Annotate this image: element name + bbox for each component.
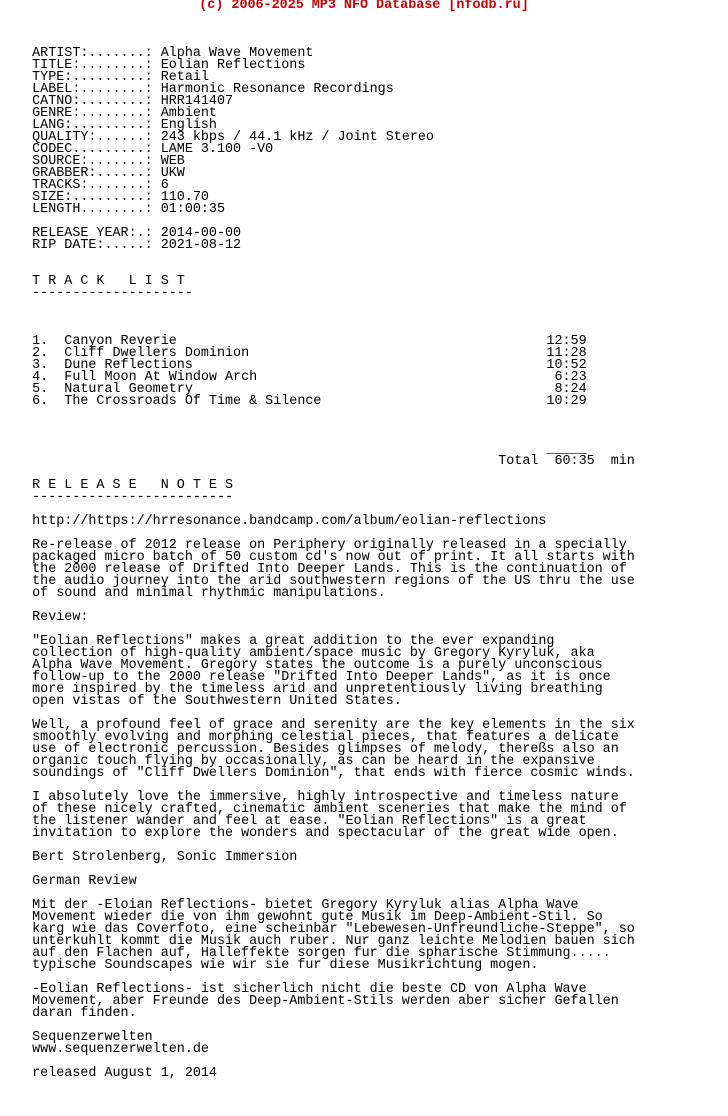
nfo-line: packaged micro batch of 50 custom cd's now out of print. It all starts with bbox=[0, 550, 635, 565]
nfo-line: open vistas of the Southwestern United States. bbox=[0, 694, 402, 709]
nfo-line: soundings of "Cliff Dwellers Dominion", that ends with fierce cosmic winds. bbox=[0, 766, 635, 781]
nfo-line: the 2000 release of Drifted Into Deeper Lands. This is the continuation of bbox=[0, 562, 627, 577]
nfo-line: 4. Full Moon At Window Arch 6:23 bbox=[0, 370, 587, 385]
nfo-line bbox=[0, 600, 728, 612]
nfo-line: of these nicely crafted, cinematic ambient sceneries that make the mind of bbox=[0, 802, 627, 817]
nfo-line: 1. Canyon Reverie 12:59 bbox=[0, 334, 587, 349]
nfo-line: Total 60:35 min bbox=[0, 454, 635, 469]
nfo-line: TRACKS:.......: 6 bbox=[0, 178, 169, 193]
nfo-line: ------------------------- bbox=[0, 490, 234, 505]
nfo-line: Re-release of 2012 release on Periphery originally released in a specially bbox=[0, 538, 627, 553]
nfo-line: Well, a profound feel of grace and serenity are the key elements in the six bbox=[0, 718, 635, 733]
nfo-line: RELEASE YEAR:.: 2014-00-00 bbox=[0, 226, 242, 241]
copyright-header: (c) 2006-2025 MP3 NFO Database [nfodb.ru] bbox=[199, 0, 529, 13]
nfo-line bbox=[0, 312, 728, 324]
nfo-line bbox=[0, 252, 728, 264]
nfo-line: SIZE:.........: 110.70 bbox=[0, 190, 209, 205]
nfo-line: R E L E A S E N O T E S bbox=[0, 478, 234, 493]
nfo-line bbox=[0, 12, 728, 24]
nfo-line: 6. The Crossroads Of Time & Silence 10:29 bbox=[0, 394, 587, 409]
nfo-line: http://https://hrresonance.bandcamp.com/album/eolian-reflections bbox=[0, 514, 547, 529]
nfo-line: CODEC.........: LAME 3.100 -V0 bbox=[0, 142, 274, 157]
nfo-line: 2. Cliff Dwellers Dominion 11:28 bbox=[0, 346, 587, 361]
nfo-line: 5. Natural Geometry 8:24 bbox=[0, 382, 587, 397]
nfo-line: collection of high-quality ambient/space music by Gregory Kyryluk, aka bbox=[0, 646, 595, 661]
nfo-line bbox=[0, 24, 728, 36]
nfo-line: smoothly evolving and morphing celestial pieces, that features a delicate bbox=[0, 730, 619, 745]
nfo-line: follow-up to the 2000 release "Drifted Into Deeper Lands", as it is once bbox=[0, 670, 611, 685]
nfo-line: I absolutely love the immersive, highly introspective and timeless nature bbox=[0, 790, 619, 805]
nfo-line: GENRE:........: Ambient bbox=[0, 106, 217, 121]
nfo-line: organic touch flying by occasionally, as can be heard in the expansive bbox=[0, 754, 595, 769]
nfo-line bbox=[0, 408, 728, 420]
nfo-line: Movement wieder die von ihm gewohnt gute Musik im Deep-Ambient-Stil. So bbox=[0, 910, 603, 925]
nfo-line: unterkuhlt kommt die Musik auch ruber. Nur ganz leichte Melodien bauen sich bbox=[0, 934, 635, 949]
nfo-line: Mit der -Eloian Reflections- bietet Gregory Kyryluk alias Alpha Wave bbox=[0, 898, 579, 913]
nfo-line: GRABBER:......: UKW bbox=[0, 166, 185, 181]
nfo-line: TYPE:.........: Retail bbox=[0, 70, 209, 85]
nfo-line: Movement, aber Freunde des Deep-Ambient-Stils werden aber sicher Gefallen bbox=[0, 994, 619, 1009]
nfo-line: of sound and minimal rhythmic manipulations. bbox=[0, 586, 386, 601]
nfo-line: LENGTH........: 01:00:35 bbox=[0, 202, 225, 217]
nfo-line: -Eolian Reflections- ist sicherlich nicht die beste CD von Alpha Wave bbox=[0, 982, 587, 997]
nfo-line: daran finden. bbox=[0, 1006, 137, 1021]
nfo-line: Alpha Wave Movement. Gregory states the outcome is a purely unconscious bbox=[0, 658, 603, 673]
nfo-line: released August 1, 2014 bbox=[0, 1066, 217, 1081]
nfo-line: LABEL:........: Harmonic Resonance Recordings bbox=[0, 82, 394, 97]
nfo-line: the listener wander and feel at ease. "Eolian Reflections" is a great bbox=[0, 814, 587, 829]
nfo-line: SOURCE:.......: WEB bbox=[0, 154, 185, 169]
nfo-line bbox=[0, 420, 728, 432]
nfo-line: _____ bbox=[0, 442, 587, 457]
nfo-line: ARTIST:.......: Alpha Wave Movement bbox=[0, 46, 314, 61]
nfo-line: LANG:.........: English bbox=[0, 118, 217, 133]
nfo-line: typische Soundscapes wie wir sie fur diese Musikrichtung mogen. bbox=[0, 958, 539, 973]
nfo-line: CATNO:........: HRR141407 bbox=[0, 94, 234, 109]
nfo-line: T R A C K L I S T bbox=[0, 274, 185, 289]
nfo-line: karg wie das Coverfoto, eine scheinbar "Lebewesen-Unfreundliche-Steppe", so bbox=[0, 922, 635, 937]
nfo-line: Review: bbox=[0, 610, 89, 625]
nfo-line: "Eolian Reflections" makes a great addition to the ever expanding bbox=[0, 634, 555, 649]
nfo-line: TITLE:........: Eolian Reflections bbox=[0, 58, 306, 73]
nfo-line: more inspired by the timeless arid and unpretentiously living breathing bbox=[0, 682, 603, 697]
nfo-line: use of electronic percussion. Besides glimpses of melody, thereßs also an bbox=[0, 742, 619, 757]
nfo-line: 3. Dune Reflections 10:52 bbox=[0, 358, 587, 373]
nfo-body bbox=[0, 12, 728, 1080]
nfo-line bbox=[0, 300, 728, 312]
nfo-line: invitation to explore the wonders and spectacular of the great wide open. bbox=[0, 826, 619, 841]
nfo-line: Bert Strolenberg, Sonic Immersion bbox=[0, 850, 298, 865]
nfo-line: QUALITY:......: 243 kbps / 44.1 kHz / Joint Stereo bbox=[0, 130, 434, 145]
nfo-line: Sequenzerwelten bbox=[0, 1030, 153, 1045]
nfo-line: the audio journey into the arid southwestern regions of the US thru the use bbox=[0, 574, 635, 589]
nfo-line: -------------------- bbox=[0, 286, 193, 301]
nfo-line: RIP DATE:.....: 2021-08-12 bbox=[0, 238, 242, 253]
nfo-line: auf den Flachen auf, Halleffekte sorgen fur die spharische Stimmung..... bbox=[0, 946, 611, 961]
nfo-line: www.sequenzerwelten.de bbox=[0, 1042, 209, 1057]
nfo-line: German Review bbox=[0, 874, 137, 889]
